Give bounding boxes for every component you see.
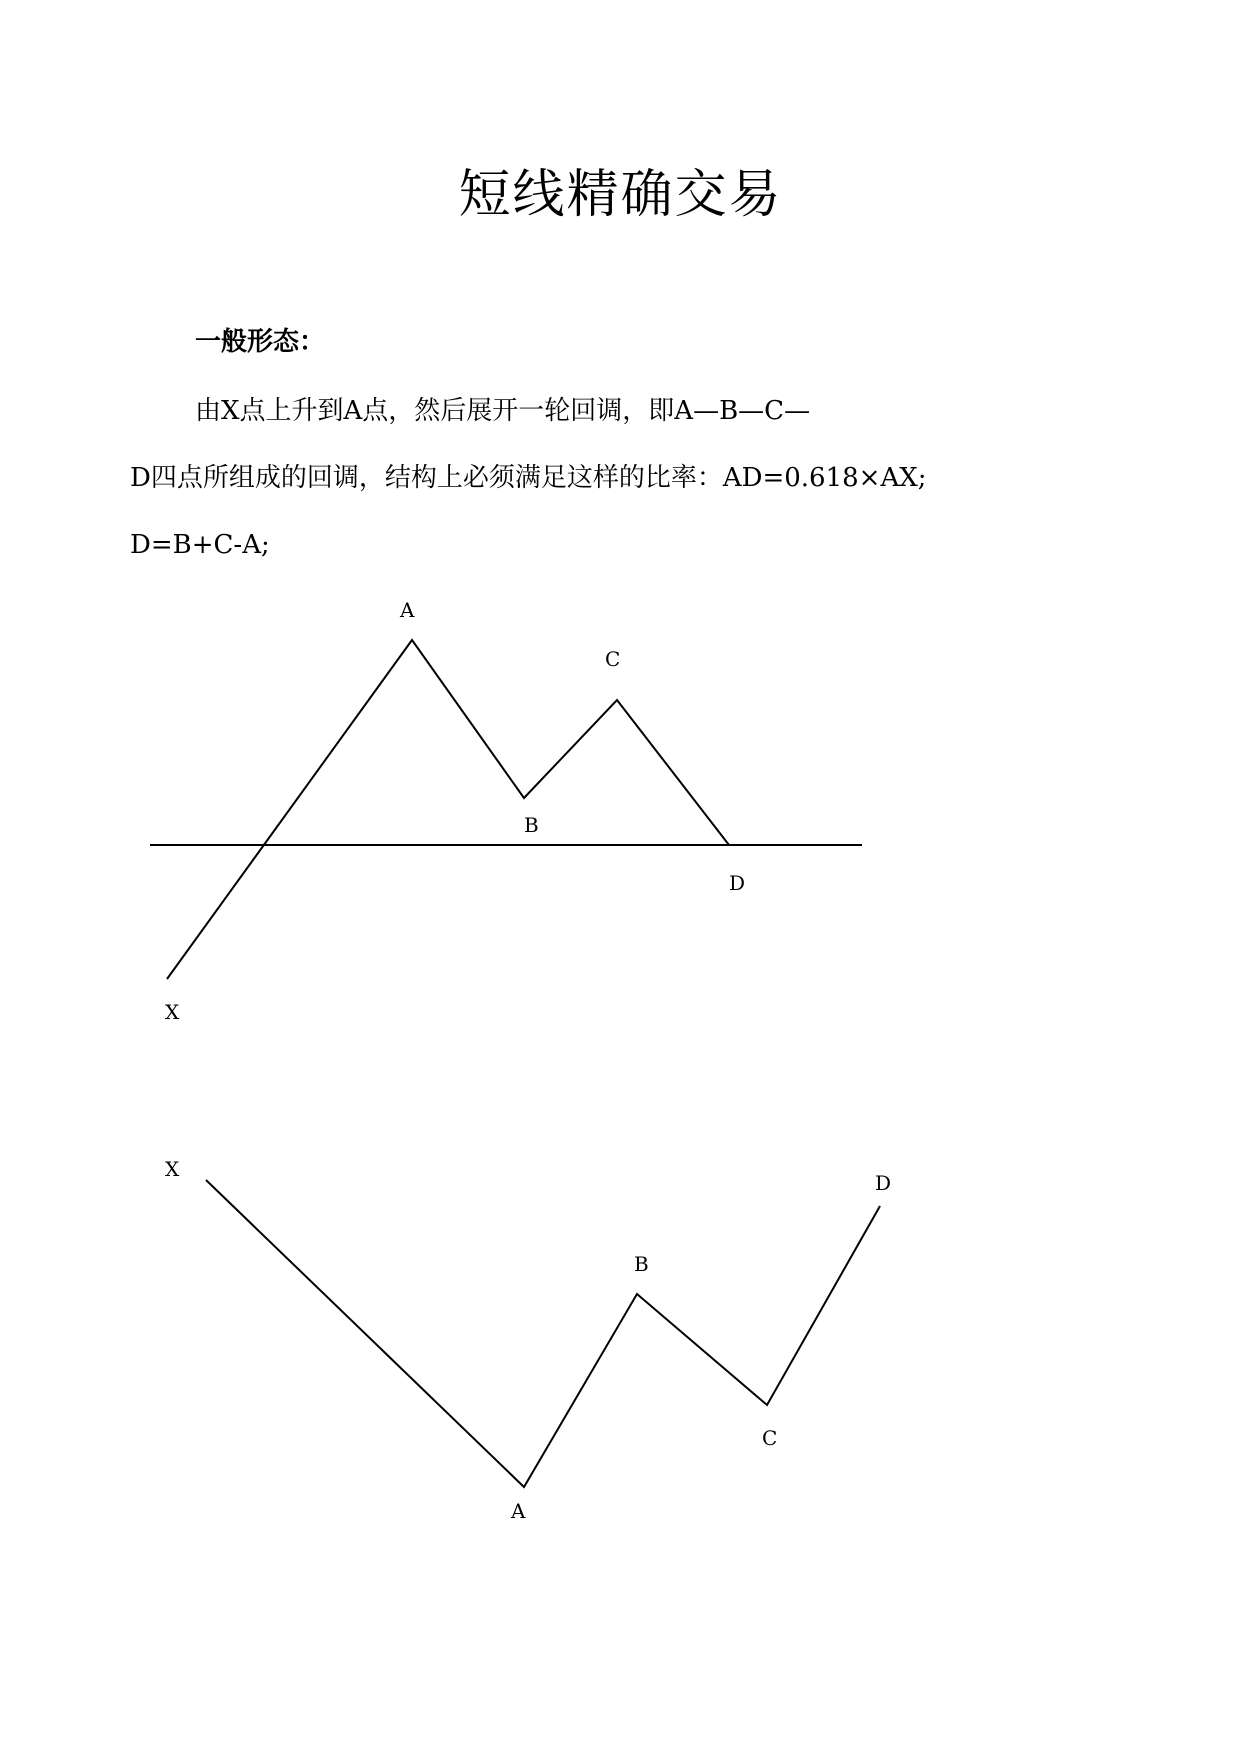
point-label-b: B [634,1252,649,1276]
point-label-d: D [729,871,746,895]
xabcd-path [167,640,729,979]
point-label-a: A [400,598,415,622]
xabcd-diagram-bullish [0,580,1241,1050]
point-label-c: C [762,1426,778,1450]
point-label-x: X [165,1157,180,1181]
point-label-x: X [165,1000,180,1024]
point-label-d: D [875,1171,892,1195]
point-label-a: A [511,1499,526,1523]
xabcd-diagram-bullish-svg [0,580,1241,1050]
point-label-c: C [605,647,621,671]
paragraph-line-2: D四点所组成的回调，结构上必须满足这样的比率：AD=0.618×AX; [130,463,927,493]
section-heading: 一般形态： [195,327,326,357]
xabcd-diagram-bearish-svg [0,1140,1241,1570]
paragraph-line-3: D=B+C-A; [130,530,270,560]
paragraph-line-1: 由X点上升到A点，然后展开一轮回调，即A—B—C— [195,396,811,426]
point-label-b: B [524,813,539,837]
xabcd-diagram-bearish [0,1140,1241,1570]
xabcd-path [206,1180,880,1487]
page-title: 短线精确交易 [458,165,783,225]
